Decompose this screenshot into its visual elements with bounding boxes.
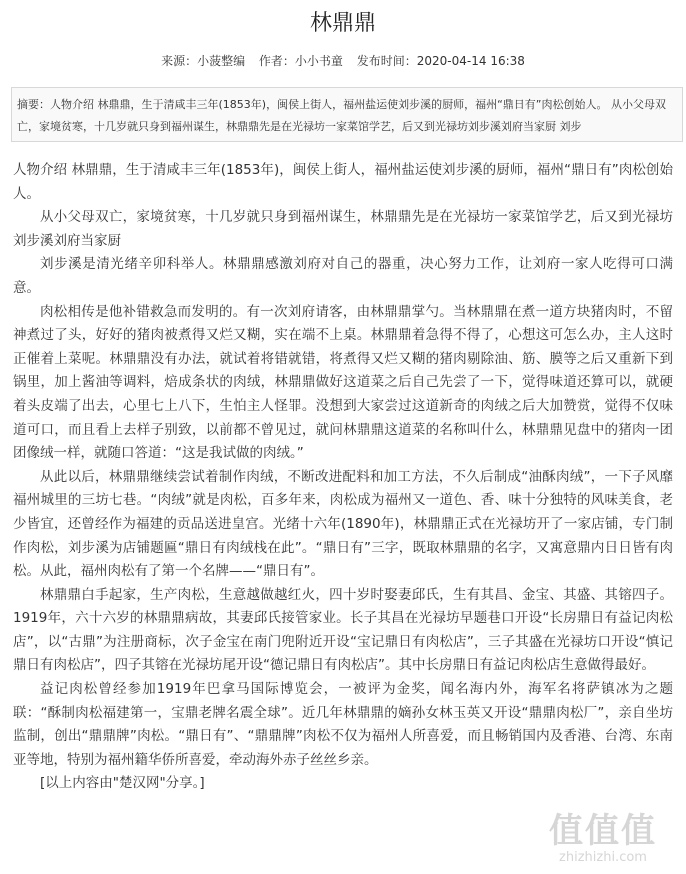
meta-author: 作者：小小书童 xyxy=(258,54,343,68)
paragraph: 人物介绍 林鼎鼎，生于清咸丰三年(1853年)，闽侯上街人，福州盐运使刘步溪的厨师，福州“鼎日有”肉松创始人。 xyxy=(13,162,673,202)
summary-label: 摘要： xyxy=(17,98,50,111)
paragraph: 林鼎鼎白手起家，生产肉松，生意越做越红火，四十岁时娶妻邱氏，生有其昌、金宝、其盛、其镕四子。1919年，六十六岁的林鼎鼎病故，其妻邱氏接管家业。长子其昌在光禄坊早题巷口开设“长房鼎日有益记肉松店”，以“古鼎”为注册商标，次子金宝在南门兜附近开设“宝记鼎日有肉松店”，三子其盛在光禄坊口开设“慎记鼎日有肉松店”，四子其镕在光禄坊尾开设“德记鼎日有肉松店”。其中长房鼎日有益记肉松店生意做得最好。 xyxy=(13,586,673,674)
watermark-url: zhizhizhi.com xyxy=(559,850,647,865)
paragraph: 肉松相传是他补错救急而发明的。有一次刘府请客，由林鼎鼎掌勺。当林鼎鼎在煮一道方块猪肉时，不留神煮过了头，好好的猪肉被煮得又烂又糊，实在端不上桌。林鼎鼎着急得不得了，心想这可怎么办，主人这时正催着上菜呢。林鼎鼎没有办法，就试着将错就错，将煮得又烂又糊的猪肉剔除油、筋、膜等之后又重新下到锅里，加上酱油等调料，焙成条状的肉绒，林鼎鼎做好这道菜之后自己先尝了一下，觉得味道还算可以，就硬着头皮端了出去，心里七上八下，生怕主人怪罪。没想到大家尝过这道新奇的肉绒之后大加赞赏，觉得不仅味道可口，而且看上去样子别致，以前都不曾见过，就问林鼎鼎这道菜的名称叫什么，林鼎鼎见盘中的猪肉一团团像绒一样，就随口答道：“这是我试做的肉绒。” xyxy=(13,303,673,462)
article-title: 林鼎鼎 xyxy=(309,11,376,36)
paragraph: 从此以后，林鼎鼎继续尝试着制作肉绒，不断改进配料和加工方法，不久后制成“油酥肉绒”，一下子风靡福州城里的三坊七巷。“肉绒”就是肉松，百多年来，肉松成为福州又一道色、香、味十分独特的风味美食，老少皆宜，还曾经作为福建的贡品送进皇宫。光绪十六年(1890年)，林鼎鼎正式在光禄坊开了一家店铺，专门制作肉松，刘步溪为店铺题匾“鼎日有肉绒栈在此”。“鼎日有”三字，既取林鼎鼎的名字，又寓意鼎内日日皆有肉松。从此，福州肉松有了第一个名牌——“鼎日有”。 xyxy=(13,468,673,580)
summary-text: 人物介绍 林鼎鼎，生于清咸丰三年(1853年)，闽侯上街人，福州盐运使刘步溪的厨师，福州“鼎日有”肉松创始人。 从小父母双亡，家境贫寒，十几岁就只身到福州谋生，林鼎鼎先是在光禄坊一家菜馆学艺，后又到光禄坊刘步溪刘府当家厨 刘步 xyxy=(17,98,666,133)
article-meta xyxy=(0,52,686,70)
article-summary xyxy=(11,87,683,142)
paragraph-credit: [以上内容由"楚汉网"分享。] xyxy=(40,775,205,792)
meta-published: 发布时间：2020-04-14 16:38 xyxy=(356,54,525,68)
paragraph: 益记肉松曾经参加1919年巴拿马国际博览会，一被评为金奖，闻名海内外，海军名将萨镇冰为之题联：“酥制肉松福建第一，宝鼎老牌名震全球”。近几年林鼎鼎的嫡孙女林玉英又开设“鼎鼎肉松厂”，亲自坐坊监制，创出“鼎鼎牌”肉松。“鼎日有”、“鼎鼎牌”肉松不仅为福州人所喜爱，而且畅销国内及香港、台湾、东南亚等地，特别为福州籍华侨所喜爱，牵动海外赤子丝丝乡亲。 xyxy=(13,681,673,768)
paragraph: 从小父母双亡，家境贫寒，十几岁就只身到福州谋生，林鼎鼎先是在光禄坊一家菜馆学艺，后又到光禄坊刘步溪刘府当家厨 xyxy=(13,209,673,249)
paragraph: 刘步溪是清光绪辛卯科举人。林鼎鼎感激刘府对自己的器重，决心努力工作，让刘府一家人吃得可口满意。 xyxy=(13,256,673,296)
meta-source: 来源：小菠整编 xyxy=(161,54,246,68)
watermark-logo: 值值值 xyxy=(549,811,657,851)
article-body xyxy=(13,159,673,796)
site-watermark xyxy=(528,812,678,866)
